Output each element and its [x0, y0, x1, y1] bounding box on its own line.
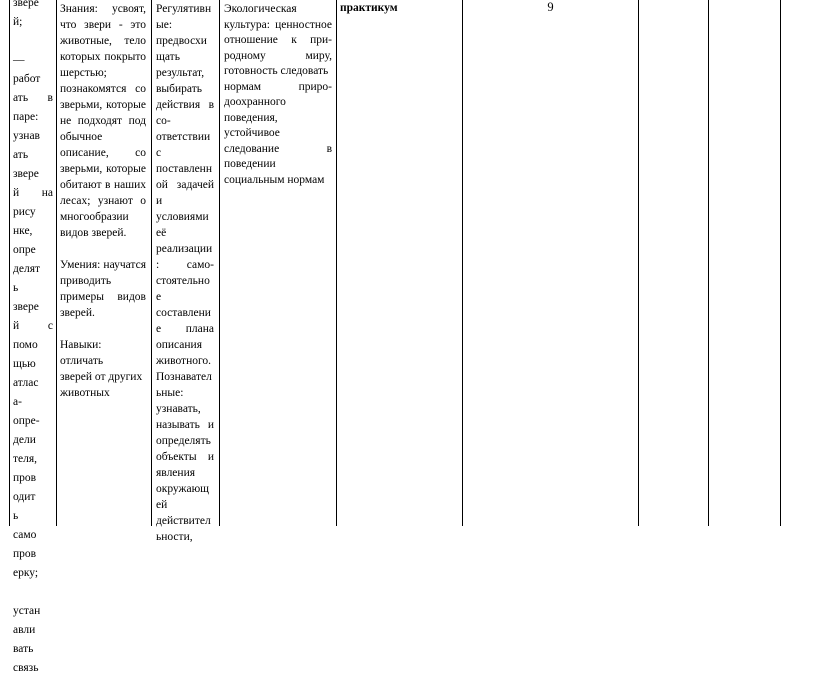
text-line: й на — [13, 187, 53, 199]
column-divider-2 — [151, 0, 152, 526]
text-line: пров — [13, 472, 37, 484]
column-divider-6 — [638, 0, 639, 526]
text-line: дели — [13, 434, 36, 446]
text-line: следование в — [224, 142, 332, 155]
text-line: описания — [156, 339, 203, 351]
text-line: й; — [13, 16, 23, 28]
text-line: Умения: научатся — [60, 259, 146, 271]
text-line: зверьми, которые — [60, 99, 146, 111]
text-line: — — [13, 54, 25, 66]
text-line: зверей. — [60, 307, 95, 319]
text-line: узнав — [13, 130, 40, 142]
text-line: многообразии — [60, 211, 129, 223]
text-line: познакомятся со — [60, 83, 146, 95]
text-line: нке, — [13, 225, 33, 237]
text-line: авли — [13, 624, 36, 636]
text-line: определять — [156, 435, 211, 447]
text-line: пров — [13, 548, 37, 560]
text-line: зверей от других — [60, 371, 143, 383]
text-line: опре — [13, 244, 36, 256]
text-line: теля, — [13, 453, 38, 465]
text-line: Регулятивн — [156, 3, 212, 15]
text-line: родному миру, — [224, 49, 332, 62]
text-line: предвосхи — [156, 35, 207, 47]
text-line: примеры видов — [60, 291, 146, 303]
text-line: опре- — [13, 415, 40, 427]
text-line: стоятельно — [156, 275, 210, 287]
text-line: ые: — [156, 19, 173, 31]
text-line: работ — [13, 73, 41, 85]
text-line: что звери - это — [60, 19, 146, 31]
text-line: помо — [13, 339, 38, 351]
page-number-cell: 9 — [547, 0, 554, 14]
personal-results-column — [224, 2, 332, 188]
text-line: которых покрыто — [60, 51, 146, 63]
column-divider-7 — [708, 0, 709, 526]
text-line: видов зверей. — [60, 227, 127, 239]
text-line: шерстью; — [60, 67, 107, 79]
text-line: одит — [13, 491, 36, 503]
text-line: поведении — [224, 158, 276, 170]
text-line: атлас — [13, 377, 39, 389]
activities-column — [13, 0, 53, 678]
text-line: вать — [13, 643, 34, 655]
text-line: обычное — [60, 131, 103, 143]
text-line: ьные: — [156, 387, 184, 399]
universal-actions-column — [156, 1, 214, 545]
table-border-left — [9, 0, 10, 526]
text-line: готовность следовать — [224, 65, 329, 77]
text-line: узнавать, — [156, 403, 201, 415]
text-line: животного. — [156, 355, 212, 367]
text-line: животные, тело — [60, 35, 146, 47]
text-line: рису — [13, 206, 36, 218]
text-line: делят — [13, 263, 41, 275]
learning-outcomes-column — [60, 1, 146, 401]
text-line: действител — [156, 515, 211, 527]
text-line: щью — [13, 358, 36, 370]
text-line: доохранного — [224, 96, 286, 108]
text-line: и — [156, 195, 163, 207]
text-line: её — [156, 227, 167, 239]
column-divider-5 — [462, 0, 463, 526]
text-line: ать — [13, 149, 29, 161]
text-line — [13, 32, 53, 51]
text-line: щать — [156, 51, 180, 63]
habits-block — [60, 337, 146, 401]
knowledge-block — [60, 1, 146, 241]
text-line: реализации — [156, 243, 213, 255]
text-line: само — [13, 529, 37, 541]
text-line: ь — [13, 282, 19, 294]
text-line: условиями — [156, 211, 209, 223]
text-line: ерку; — [13, 567, 39, 579]
column-divider-4 — [336, 0, 337, 526]
text-line: паре: — [13, 111, 39, 123]
text-line: ей — [156, 499, 168, 511]
skills-block — [60, 257, 146, 321]
text-line: звере — [13, 301, 39, 313]
text-line: явления — [156, 467, 196, 479]
text-line: с — [156, 147, 162, 159]
text-line: звере — [13, 168, 39, 180]
text-line: Экологическая — [224, 3, 297, 15]
lesson-form-cell: практикум — [340, 2, 398, 14]
text-line: ьности, — [156, 531, 193, 543]
text-line: зверьми, которые — [60, 163, 146, 175]
text-line: объекты и — [156, 451, 214, 463]
column-divider-3 — [219, 0, 220, 526]
text-line: Навыки: отличать — [60, 339, 104, 367]
text-line: выбирать — [156, 83, 202, 95]
text-line — [13, 583, 53, 602]
text-line: результат, — [156, 67, 205, 79]
text-line: поставленн — [156, 163, 212, 175]
text-line: социальным нормам — [224, 173, 325, 186]
text-line: е плана — [156, 323, 214, 335]
text-line: окружающ — [156, 483, 210, 495]
text-line: й с — [13, 320, 53, 332]
text-line: : само- — [156, 259, 214, 271]
text-line: животных — [60, 387, 110, 399]
text-line: а- — [13, 396, 22, 408]
text-line: действия в — [156, 99, 214, 111]
text-line: звере — [13, 0, 39, 9]
text-line: обитают в наших — [60, 179, 146, 191]
text-line: культура: ценностное — [224, 18, 332, 31]
text-line: отношение к при- — [224, 34, 332, 46]
text-line: составлени — [156, 307, 211, 319]
text-line: Знания: усвоят, — [60, 3, 146, 15]
column-divider-1 — [56, 0, 57, 526]
text-line: поведения, — [224, 111, 278, 124]
text-line: нормам приро- — [224, 80, 332, 93]
text-line: ь — [13, 510, 19, 522]
text-line: со- — [156, 115, 171, 127]
column-divider-8 — [780, 0, 781, 526]
text-line: Познавател — [156, 371, 212, 383]
text-line: лесах; узнают о — [60, 195, 146, 207]
text-line: не подходят под — [60, 115, 146, 127]
text-line: приводить — [60, 275, 112, 287]
text-line: описание, со — [60, 147, 146, 159]
text-line: устойчивое — [224, 127, 280, 139]
text-line: устан — [13, 605, 41, 617]
text-line: ать в — [13, 92, 53, 104]
text-line: ой задачей — [156, 179, 214, 191]
text-line: ответствии — [156, 131, 211, 143]
text-line: связь — [13, 662, 39, 674]
text-line: называть и — [156, 419, 214, 431]
text-line: е — [156, 291, 162, 303]
